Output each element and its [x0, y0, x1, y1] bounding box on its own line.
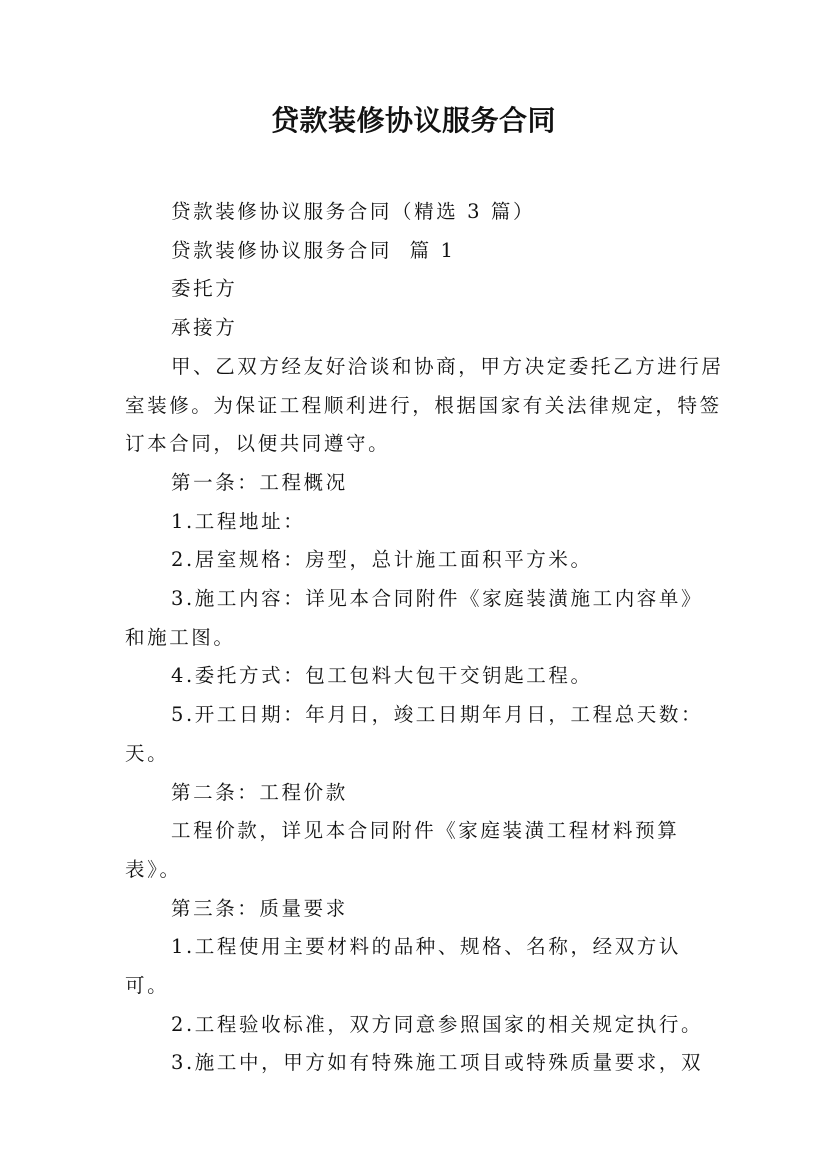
article-1-item-4: 4.委托方式：包工包料大包干交钥匙工程。 [171, 664, 593, 688]
article-2-heading: 第二条：工程价款 [171, 780, 348, 804]
article-1-item-2: 2.居室规格：房型，总计施工面积平方米。 [171, 548, 593, 572]
article-1-item-3: 3.施工内容：详见本合同附件《家庭装潢施工内容单》和施工图。 [125, 587, 704, 649]
article-3-item-3: 3.施工中，甲方如有特殊施工项目或特殊质量要求，双 [171, 1051, 704, 1075]
article-1-item-1: 1.工程地址： [171, 509, 306, 533]
article-1-heading: 第一条：工程概况 [171, 470, 348, 494]
document-body [125, 193, 725, 1083]
subtitle-paragraph: 贷款装修协议服务合同（精选 3 篇） [171, 200, 536, 223]
article-3-item-2: 2.工程验收标准，双方同意参照国家的相关规定执行。 [171, 1012, 704, 1036]
article-3-item-1: 1.工程使用主要材料的品种、规格、名称，经双方认可。 [125, 935, 682, 998]
intro-paragraph: 甲、乙双方经友好洽谈和协商，甲方决定委托乙方进行居室装修。为保证工程顺利进行，根据国家有关法律规定，特签订本合同，以便共同遵守。 [125, 354, 724, 456]
article-2-paragraph: 工程价款，详见本合同附件《家庭装潢工程材料预算表》。 [125, 819, 680, 881]
article-3-heading: 第三条：质量要求 [171, 896, 348, 920]
contractor-party-label: 承接方 [171, 316, 238, 340]
document-title: 贷款装修协议服务合同 [270, 104, 556, 137]
principal-party-label: 委托方 [171, 277, 238, 301]
section-heading-part-1: 贷款装修协议服务合同 篇 1 [171, 238, 456, 262]
article-1-item-5: 5.开工日期：年月日，竣工日期年月日，工程总天数：天。 [125, 703, 704, 765]
